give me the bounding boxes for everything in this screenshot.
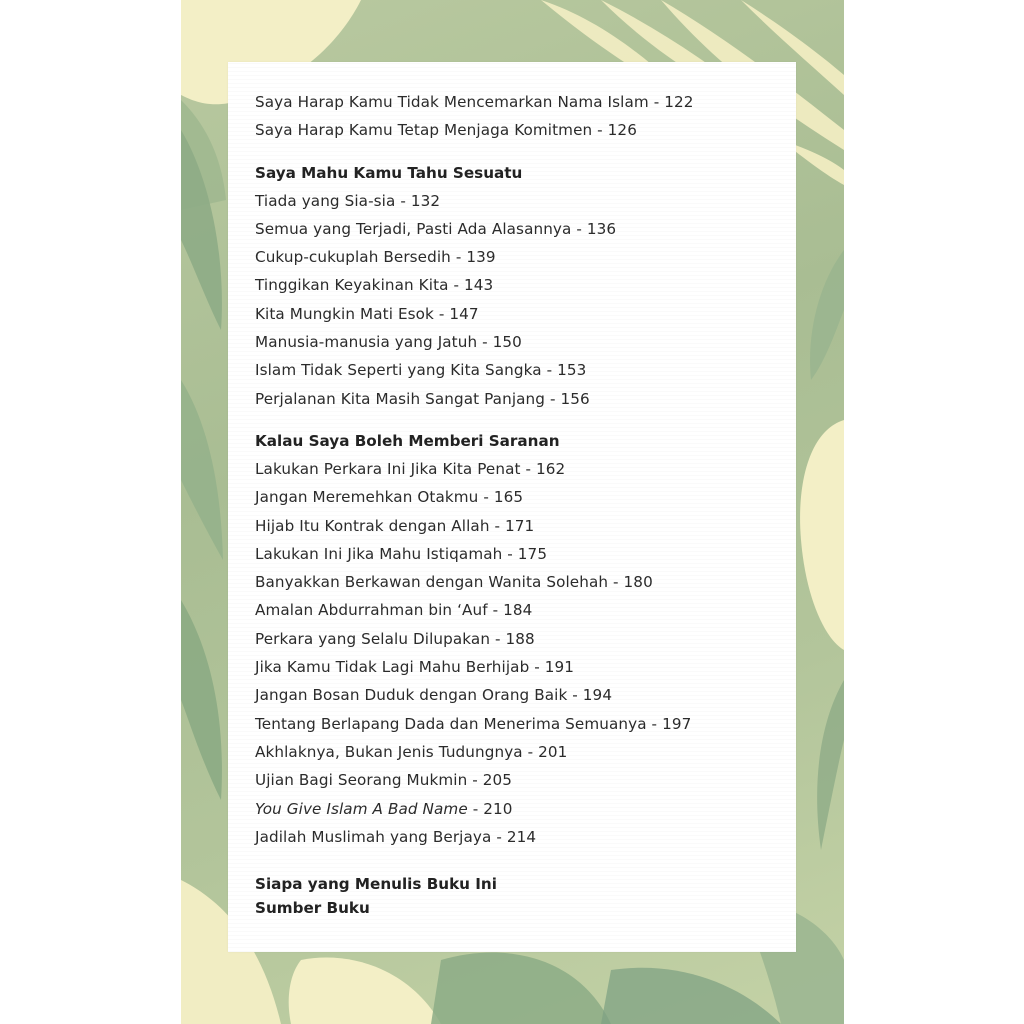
toc-entry: Tentang Berlapang Dada dan Menerima Semuanya - 197 <box>255 714 692 733</box>
toc-entry-page: 147 <box>449 304 479 323</box>
toc-entry-page: 197 <box>662 714 692 733</box>
toc-entry-title: Kita Mungkin Mati Esok <box>255 304 434 323</box>
toc-entry: Amalan Abdurrahman bin ‘Auf - 184 <box>255 601 533 620</box>
toc-entry-page: 180 <box>623 573 653 592</box>
toc-entry: Kita Mungkin Mati Esok - 147 <box>255 304 479 323</box>
toc-entry-page: 139 <box>466 248 496 267</box>
toc-entry-title: Akhlaknya, Bukan Jenis Tudungnya <box>255 742 523 761</box>
toc-entry-page: 162 <box>536 459 566 478</box>
toc-entry-page: 143 <box>463 276 494 295</box>
toc-entry: Jadilah Muslimah yang Berjaya - 214 <box>255 827 537 846</box>
toc-entry-title: Jangan Meremehkan Otakmu <box>255 488 479 507</box>
toc-entry-title: You Give Islam A Bad Name <box>255 799 468 818</box>
toc-entry: Tinggikan Keyakinan Kita - 143 <box>255 276 494 295</box>
toc-entry: Cukup-cukuplah Bersedih - 139 <box>255 248 496 267</box>
toc-entry-page: 126 <box>607 121 637 140</box>
toc-entry: Perkara yang Selalu Dilupakan - 188 <box>255 629 535 648</box>
toc-entry-title: Banyakkan Berkawan dengan Wanita Solehah <box>255 573 609 592</box>
table-of-contents <box>255 88 775 920</box>
section-heading: Saya Mahu Kamu Tahu Sesuatu <box>255 163 523 182</box>
toc-entry-title: Ujian Bagi Seorang Mukmin <box>255 771 468 790</box>
toc-entry-title: Saya Harap Kamu Tidak Mencemarkan Nama Islam <box>255 93 649 111</box>
toc-entry: Manusia-manusia yang Jatuh - 150 <box>255 333 522 352</box>
toc-entry-page: 153 <box>557 361 587 380</box>
toc-entry-title: Amalan Abdurrahman bin ‘Auf <box>255 601 488 620</box>
toc-entry-title: Jika Kamu Tidak Lagi Mahu Berhijab <box>255 658 530 677</box>
toc-entry: Saya Harap Kamu Tetap Menjaga Komitmen - 126 <box>255 121 637 140</box>
toc-entry-page: 132 <box>410 191 441 210</box>
toc-entry-title: Tinggikan Keyakinan Kita <box>255 276 449 295</box>
toc-entry-page: 205 <box>482 771 513 790</box>
toc-entry-title: Saya Harap Kamu Tetap Menjaga Komitmen <box>255 121 593 140</box>
toc-entry-title: Manusia-manusia yang Jatuh <box>255 333 478 352</box>
toc-entry-page: 150 <box>492 333 522 352</box>
toc-entry: Jangan Bosan Duduk dengan Orang Baik - 194 <box>255 686 613 705</box>
toc-entry-page: 136 <box>586 219 617 238</box>
toc-entry-page: 191 <box>544 658 575 677</box>
toc-entry-page: 171 <box>504 516 535 535</box>
toc-entry-title: Jangan Bosan Duduk dengan Orang Baik <box>255 686 568 705</box>
toc-entry-page: 188 <box>505 629 535 648</box>
toc-entry-title: Lakukan Perkara Ini Jika Kita Penat <box>255 459 521 478</box>
toc-entry: Jika Kamu Tidak Lagi Mahu Berhijab - 191 <box>255 658 575 677</box>
toc-entry-title: Tentang Berlapang Dada dan Menerima Semuanya <box>255 714 647 733</box>
toc-entry-title: Tiada yang Sia-sia <box>255 191 396 210</box>
toc-entry-title: Cukup-cukuplah Bersedih <box>255 248 451 267</box>
toc-entry-title: Perjalanan Kita Masih Sangat Panjang <box>255 389 546 408</box>
toc-entry-page: 122 <box>664 93 694 111</box>
toc-entry-title: Jadilah Muslimah yang Berjaya <box>255 827 492 846</box>
toc-entry-title: Lakukan Ini Jika Mahu Istiqamah <box>255 544 503 563</box>
toc-entry: Saya Harap Kamu Tidak Mencemarkan Nama Islam - 122 <box>255 93 694 111</box>
toc-entry: You Give Islam A Bad Name - 210 <box>255 799 513 818</box>
toc-entry-page: 194 <box>582 686 613 705</box>
toc-entry-page: 184 <box>503 601 533 620</box>
toc-entry-title: Hijab Itu Kontrak dengan Allah <box>255 516 490 535</box>
toc-entry: Lakukan Perkara Ini Jika Kita Penat - 162 <box>255 459 566 478</box>
toc-entry: Hijab Itu Kontrak dengan Allah - 171 <box>255 516 535 535</box>
toc-entry-title: Perkara yang Selalu Dilupakan <box>255 629 491 648</box>
toc-entry: Lakukan Ini Jika Mahu Istiqamah - 175 <box>255 544 548 563</box>
toc-entry-page: 175 <box>517 544 548 563</box>
toc-entry-page: 214 <box>506 827 537 846</box>
toc-entry: Islam Tidak Seperti yang Kita Sangka - 153 <box>255 361 587 380</box>
toc-entry-page: 165 <box>493 488 524 507</box>
toc-entry: Akhlaknya, Bukan Jenis Tudungnya - 201 <box>255 742 568 761</box>
toc-entry-page: 156 <box>560 389 590 408</box>
toc-entry: Perjalanan Kita Masih Sangat Panjang - 156 <box>255 389 590 408</box>
toc-entry: Banyakkan Berkawan dengan Wanita Solehah - 180 <box>255 573 653 592</box>
toc-entry-title: Semua yang Terjadi, Pasti Ada Alasannya <box>255 219 572 238</box>
toc-footer-author: Siapa yang Menulis Buku Ini <box>255 875 497 894</box>
toc-entry-page: 210 <box>483 799 513 818</box>
toc-entry: Jangan Meremehkan Otakmu - 165 <box>255 488 524 507</box>
toc-entry: Semua yang Terjadi, Pasti Ada Alasannya - 136 <box>255 219 617 238</box>
section-heading: Kalau Saya Boleh Memberi Saranan <box>255 431 560 450</box>
toc-entry-title: Islam Tidak Seperti yang Kita Sangka <box>255 361 542 380</box>
toc-entry-page: 201 <box>538 742 568 761</box>
toc-footer-sources: Sumber Buku <box>255 899 370 918</box>
toc-entry: Tiada yang Sia-sia - 132 <box>255 191 441 210</box>
toc-entry: Ujian Bagi Seorang Mukmin - 205 <box>255 771 513 790</box>
